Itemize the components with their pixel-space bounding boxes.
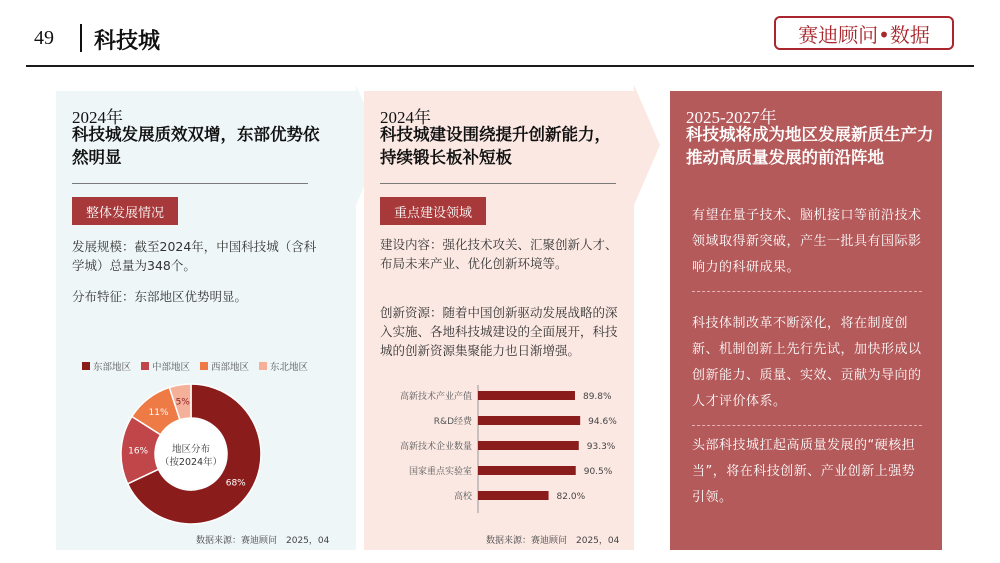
panel1-rule	[72, 183, 308, 184]
bar	[478, 441, 579, 450]
bar-value-label: 93.3%	[586, 442, 616, 452]
panel1-distribution-text: 分布特征：东部地区优势明显。	[72, 289, 248, 304]
bar	[478, 391, 575, 400]
panel1-title: 科技城发展质效双增，东部优势依然明显	[72, 125, 320, 167]
bar-value-label: 82.0%	[556, 492, 586, 502]
panel2-source: 数据来源：赛迪顾问 2025，04	[486, 536, 620, 546]
panel-2024-construction	[364, 91, 634, 550]
legend-label: 东部地区	[93, 362, 132, 373]
page-header	[0, 0, 1000, 66]
bar-category-label: R&D经费	[433, 417, 472, 427]
donut-slice-label: 68%	[225, 478, 246, 489]
panel1-tag: 整体发展情况	[72, 197, 178, 225]
donut-legend	[82, 359, 308, 373]
donut-center-label: （按2024年）	[159, 457, 223, 468]
brand-logo: 赛迪顾问•数据	[774, 16, 954, 50]
panel-2025-2027-outlook	[670, 91, 942, 550]
legend-label: 东北地区	[270, 362, 309, 373]
panel2-rule	[380, 183, 616, 184]
panel3-breakthrough-text: 有望在量子技术、脑机接口等前沿技术领域取得新突破，产生一批具有国际影响力的科研成果。	[692, 208, 922, 275]
panel2-tag: 重点建设领域	[380, 197, 486, 225]
bar-category-label: 高校	[453, 492, 472, 502]
legend-swatch	[200, 362, 208, 370]
panel2-content-text: 建设内容：强化技术攻关、汇聚创新人才、布局未来产业、优化创新环境等。	[380, 237, 618, 271]
panel3-title: 科技城将成为地区发展新质生产力推动高质量发展的前沿阵地	[686, 125, 934, 167]
donut-slice-label: 16%	[128, 446, 149, 457]
legend-swatch	[141, 362, 149, 370]
legend-label: 西部地区	[211, 362, 250, 373]
bar-category-label: 国家重点实验室	[408, 467, 472, 477]
legend-item	[200, 359, 249, 373]
arrow-connector-2	[634, 85, 660, 205]
donut-slice-label: 5%	[175, 397, 190, 408]
panel3-leading-text: 头部科技城扛起高质量发展的“硬核担当”，将在科技创新、产业创新上强势引领。	[692, 438, 916, 505]
legend-item	[82, 359, 131, 373]
bar	[478, 466, 576, 475]
panel-2024-development	[56, 91, 356, 550]
bar-value-label: 89.8%	[582, 392, 612, 402]
header-divider	[80, 24, 82, 52]
panel3-divider-2	[692, 425, 922, 426]
panel1-year: 2024年	[72, 108, 123, 127]
donut-center-label: 地区分布	[171, 444, 211, 455]
region-donut-chart	[116, 379, 266, 529]
legend-swatch	[259, 362, 267, 370]
page-number: 49	[34, 27, 54, 49]
panel3-reform-text: 科技体制改革不断深化，将在制度创新、机制创新上先行先试，加快形成以创新能力、质量、实效、贡献为导向的人才评价体系。	[692, 316, 922, 409]
legend-item	[259, 359, 308, 373]
panel2-resources-text: 创新资源：随着中国创新驱动发展战略的深入实施、各地科技城建设的全面展开，科技城的创新资源集聚能力也日渐增强。	[380, 305, 618, 358]
page-title: 科技城	[94, 29, 161, 54]
legend-swatch	[82, 362, 90, 370]
bar-category-label: 高新技术产业产值	[399, 392, 472, 402]
panel3-divider-1	[692, 291, 922, 292]
panel2-year: 2024年	[380, 108, 431, 127]
resource-bar-chart	[364, 385, 634, 517]
bar	[478, 491, 549, 500]
panel2-title: 科技城建设围绕提升创新能力，持续锻长板补短板	[380, 125, 611, 167]
header-rule	[26, 65, 974, 67]
bar	[478, 416, 580, 425]
legend-label: 中部地区	[152, 362, 191, 373]
legend-item	[141, 359, 190, 373]
bar-category-label: 高新技术企业数量	[399, 442, 472, 452]
panel3-year: 2025-2027年	[686, 108, 777, 127]
bar-value-label: 94.6%	[588, 417, 617, 427]
panel1-source: 数据来源：赛迪顾问 2025，04	[196, 536, 330, 546]
bar-value-label: 90.5%	[583, 467, 613, 477]
donut-slice-label: 11%	[148, 408, 169, 419]
panel1-scale-text: 发展规模：截至2024年，中国科技城（含科学城）总量为348个。	[72, 239, 317, 273]
